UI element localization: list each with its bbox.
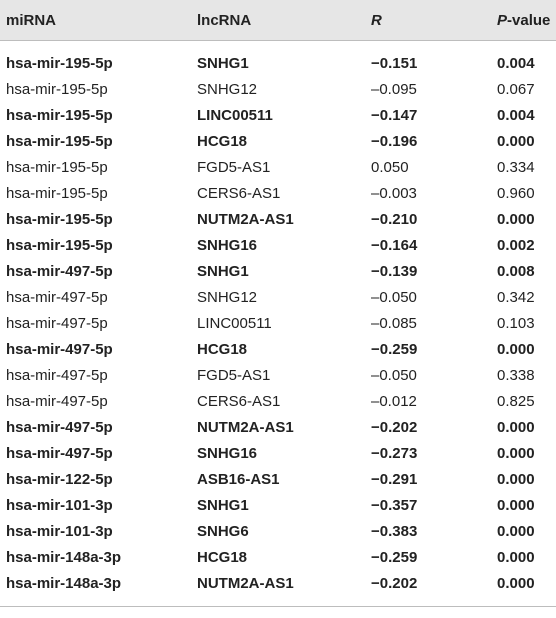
table-row	[0, 258, 556, 284]
cell-lncrna: NUTM2A-AS1	[197, 210, 294, 228]
header-p-italic: P	[497, 11, 508, 29]
cell-pvalue: 0.825	[497, 392, 535, 410]
header-lncrna: lncRNA	[197, 11, 252, 29]
cell-r: −0.357	[371, 496, 418, 514]
table-row	[0, 154, 556, 180]
cell-mirna: hsa-mir-148a-3p	[6, 574, 122, 592]
cell-r: –0.003	[371, 184, 417, 202]
cell-lncrna: NUTM2A-AS1	[197, 418, 294, 436]
cell-lncrna: SNHG1	[197, 54, 249, 72]
cell-r: –0.050	[371, 288, 417, 306]
cell-lncrna: SNHG6	[197, 522, 249, 540]
table-bottom-rule	[0, 606, 556, 607]
cell-mirna: hsa-mir-497-5p	[6, 340, 113, 358]
cell-lncrna: HCG18	[197, 548, 248, 566]
cell-mirna: hsa-mir-195-5p	[6, 106, 113, 124]
cell-mirna: hsa-mir-195-5p	[6, 184, 108, 202]
cell-r: –0.050	[371, 366, 417, 384]
cell-r: 0.050	[371, 158, 409, 176]
cell-pvalue: 0.000	[497, 470, 535, 488]
cell-mirna: hsa-mir-195-5p	[6, 210, 113, 228]
cell-pvalue: 0.334	[497, 158, 535, 176]
cell-r: −0.383	[371, 522, 418, 540]
cell-r: –0.095	[371, 80, 417, 98]
table-row	[0, 284, 556, 310]
table-row	[0, 76, 556, 102]
cell-lncrna: CERS6-AS1	[197, 184, 281, 202]
cell-pvalue: 0.338	[497, 366, 535, 384]
cell-mirna: hsa-mir-497-5p	[6, 262, 113, 280]
table-row	[0, 232, 556, 258]
cell-mirna: hsa-mir-101-3p	[6, 496, 113, 514]
cell-r: −0.139	[371, 262, 418, 280]
table-row	[0, 414, 556, 440]
cell-r: −0.259	[371, 548, 418, 566]
cell-pvalue: 0.000	[497, 210, 535, 228]
cell-r: −0.273	[371, 444, 418, 462]
cell-lncrna: LINC00511	[197, 106, 273, 124]
table-row	[0, 388, 556, 414]
cell-r: −0.259	[371, 340, 418, 358]
cell-r: −0.196	[371, 132, 418, 150]
cell-pvalue: 0.000	[497, 132, 535, 150]
cell-mirna: hsa-mir-497-5p	[6, 314, 108, 332]
table-row	[0, 362, 556, 388]
cell-pvalue: 0.342	[497, 288, 535, 306]
cell-lncrna: SNHG1	[197, 496, 249, 514]
cell-r: −0.210	[371, 210, 418, 228]
cell-lncrna: CERS6-AS1	[197, 392, 281, 410]
cell-mirna: hsa-mir-148a-3p	[6, 548, 122, 566]
cell-mirna: hsa-mir-497-5p	[6, 366, 108, 384]
cell-pvalue: 0.000	[497, 574, 535, 592]
table-row	[0, 206, 556, 232]
table-row	[0, 310, 556, 336]
cell-pvalue: 0.004	[497, 106, 535, 124]
cell-pvalue: 0.000	[497, 340, 535, 358]
cell-mirna: hsa-mir-195-5p	[6, 80, 108, 98]
cell-lncrna: HCG18	[197, 340, 248, 358]
table-row	[0, 128, 556, 154]
table-row	[0, 180, 556, 206]
cell-r: −0.151	[371, 54, 418, 72]
header-r: R	[371, 11, 382, 29]
cell-mirna: hsa-mir-195-5p	[6, 236, 113, 254]
cell-lncrna: ASB16-AS1	[197, 470, 280, 488]
cell-pvalue: 0.002	[497, 236, 535, 254]
table-row	[0, 570, 556, 596]
cell-r: –0.085	[371, 314, 417, 332]
header-p-rest: -value	[507, 11, 551, 29]
cell-pvalue: 0.000	[497, 548, 535, 566]
table-header	[0, 0, 556, 41]
cell-lncrna: SNHG12	[197, 288, 258, 306]
cell-lncrna: SNHG16	[197, 236, 258, 254]
cell-r: –0.012	[371, 392, 417, 410]
cell-pvalue: 0.004	[497, 54, 535, 72]
cell-pvalue: 0.000	[497, 496, 535, 514]
cell-r: −0.202	[371, 418, 418, 436]
cell-mirna: hsa-mir-497-5p	[6, 418, 113, 436]
cell-lncrna: HCG18	[197, 132, 248, 150]
cell-lncrna: FGD5-AS1	[197, 366, 271, 384]
table-row	[0, 50, 556, 76]
table-row	[0, 518, 556, 544]
table-row	[0, 466, 556, 492]
table-body	[0, 50, 556, 596]
cell-pvalue: 0.103	[497, 314, 535, 332]
cell-pvalue: 0.960	[497, 184, 535, 202]
cell-mirna: hsa-mir-195-5p	[6, 132, 113, 150]
cell-mirna: hsa-mir-195-5p	[6, 158, 108, 176]
cell-mirna: hsa-mir-101-3p	[6, 522, 113, 540]
cell-lncrna: SNHG12	[197, 80, 258, 98]
cell-pvalue: 0.000	[497, 444, 535, 462]
table-row	[0, 544, 556, 570]
cell-mirna: hsa-mir-195-5p	[6, 54, 113, 72]
header-mirna: miRNA	[6, 11, 57, 29]
header-pvalue	[497, 0, 550, 40]
table-row	[0, 440, 556, 466]
cell-lncrna: FGD5-AS1	[197, 158, 271, 176]
cell-lncrna: SNHG1	[197, 262, 249, 280]
cell-r: −0.147	[371, 106, 418, 124]
cell-r: −0.202	[371, 574, 418, 592]
table-row	[0, 492, 556, 518]
cell-r: −0.291	[371, 470, 418, 488]
cell-lncrna: NUTM2A-AS1	[197, 574, 294, 592]
cell-lncrna: SNHG16	[197, 444, 258, 462]
cell-mirna: hsa-mir-122-5p	[6, 470, 113, 488]
cell-lncrna: LINC00511	[197, 314, 272, 332]
cell-pvalue: 0.000	[497, 418, 535, 436]
cell-pvalue: 0.000	[497, 522, 535, 540]
cell-pvalue: 0.067	[497, 80, 535, 98]
cell-mirna: hsa-mir-497-5p	[6, 288, 108, 306]
cell-r: −0.164	[371, 236, 418, 254]
cell-pvalue: 0.008	[497, 262, 535, 280]
cell-mirna: hsa-mir-497-5p	[6, 444, 113, 462]
cell-mirna: hsa-mir-497-5p	[6, 392, 108, 410]
table-row	[0, 102, 556, 128]
table-row	[0, 336, 556, 362]
